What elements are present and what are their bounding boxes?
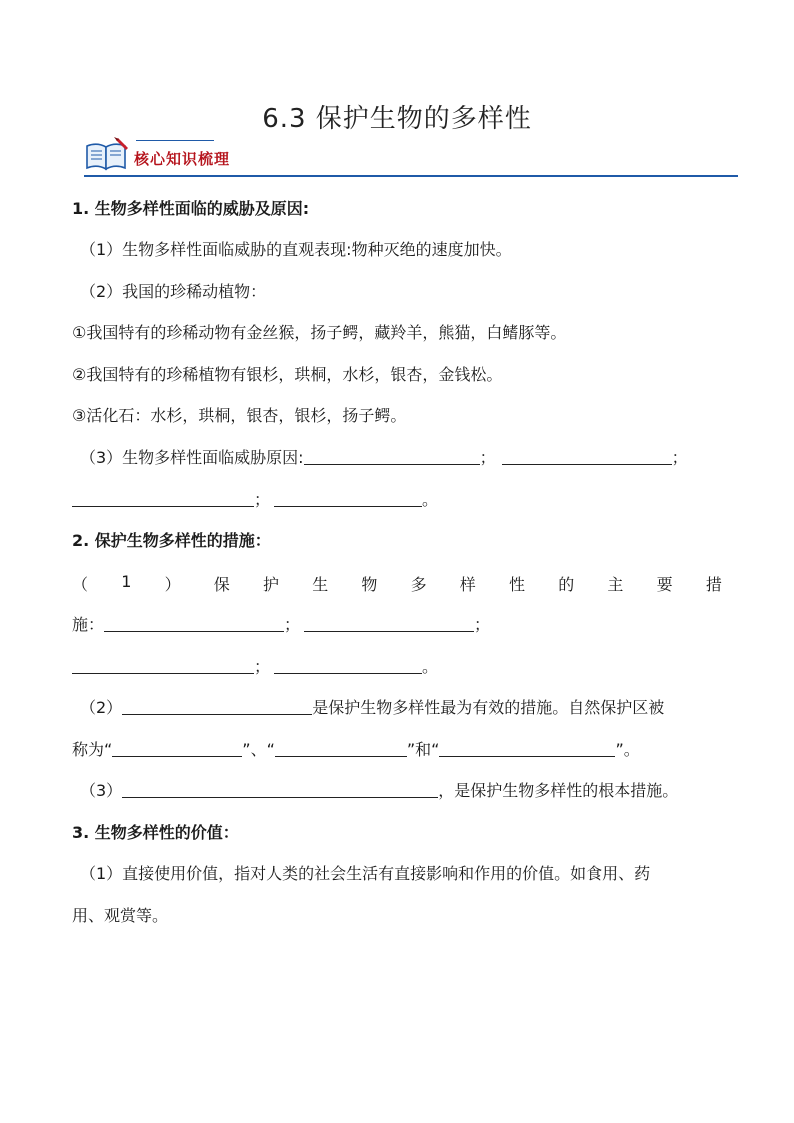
semicolon: ；	[671, 448, 688, 467]
s2-paragraph-1	[72, 572, 722, 595]
s2-p1-char: 1	[121, 572, 132, 591]
s2-p2-prefix: （2）	[80, 698, 123, 717]
answer-blank[interactable]	[122, 698, 312, 715]
header-top-rule	[136, 140, 214, 141]
s2-p2-a: 称为“	[72, 740, 113, 759]
s2-p1-char: 性	[509, 575, 526, 594]
page-title: 6.3 保护生物的多样性	[262, 104, 532, 134]
answer-blank[interactable]	[72, 490, 254, 507]
s1-paragraph-6-cont	[72, 489, 438, 511]
s2-p1-char: 措	[705, 575, 722, 594]
s2-p1-char: ）	[164, 575, 181, 594]
semicolon: ；	[474, 615, 491, 634]
section-label: 核心知识梳理	[134, 150, 231, 168]
semicolon: ；	[254, 657, 271, 676]
section-2-heading: 2. 保护生物多样性的措施：	[72, 531, 271, 550]
s1-paragraph-6	[80, 447, 688, 469]
s2-p1-char: 物	[361, 575, 378, 594]
s1-paragraph-1: （1）生物多样性面临威胁的直观表现:物种灭绝的速度加快。	[80, 240, 512, 259]
answer-blank[interactable]	[274, 490, 422, 507]
header-rule	[84, 175, 738, 177]
s2-p1-char: 要	[656, 575, 673, 594]
open-book-icon	[84, 136, 130, 172]
s2-p1-char: 保	[213, 575, 230, 594]
s2-paragraph-2	[80, 697, 664, 719]
answer-blank[interactable]	[72, 657, 254, 674]
s2-p2-b: ”、“	[242, 740, 275, 759]
s2-p2-c: ”和“	[406, 740, 440, 759]
s1-p6-prefix: （3）生物多样性面临威胁原因:	[80, 448, 304, 467]
answer-blank[interactable]	[275, 740, 407, 757]
answer-blank[interactable]	[104, 615, 284, 632]
s2-paragraph-2-cont	[72, 739, 640, 761]
semicolon: ；	[254, 490, 271, 509]
s2-p1-char: （	[72, 575, 89, 594]
s2-p3-suffix: ，是保护生物多样性的根本措施。	[438, 781, 679, 800]
s2-p1-char: 样	[459, 575, 476, 594]
s2-p2-d: ”。	[615, 740, 640, 759]
section-1-heading: 1. 生物多样性面临的威胁及原因:	[72, 199, 310, 218]
answer-blank[interactable]	[439, 740, 615, 757]
period: 。	[422, 490, 439, 509]
s1-paragraph-5: ③活化石：水杉，珙桐，银杏，银杉，扬子鳄。	[72, 406, 407, 425]
s2-p1-char: 护	[262, 575, 279, 594]
section-header	[84, 136, 738, 180]
s2-p1-char: 主	[607, 575, 624, 594]
s1-paragraph-2: （2）我国的珍稀动植物：	[80, 282, 267, 301]
s3-paragraph-1-cont: 用、观赏等。	[72, 906, 169, 925]
answer-blank[interactable]	[122, 781, 438, 798]
s2-p1-char: 的	[558, 575, 575, 594]
semicolon: ；	[284, 615, 301, 634]
answer-blank[interactable]	[304, 615, 474, 632]
s2-paragraph-1-cont	[72, 614, 490, 636]
s2-p1-char: 生	[312, 575, 329, 594]
section-3-heading: 3. 生物多样性的价值：	[72, 823, 239, 842]
answer-blank[interactable]	[502, 448, 672, 465]
answer-blank[interactable]	[274, 657, 422, 674]
answer-blank[interactable]	[112, 740, 242, 757]
s2-paragraph-3	[80, 780, 678, 802]
s3-paragraph-1: （1）直接使用价值，指对人类的社会生活有直接影响和作用的价值。如食用、药	[80, 864, 651, 883]
semicolon: ；	[479, 448, 496, 467]
answer-blank[interactable]	[304, 448, 480, 465]
s2-p1-char: 多	[410, 575, 427, 594]
s2-paragraph-1-cont2	[72, 656, 438, 678]
s1-paragraph-4: ②我国特有的珍稀植物有银杉，珙桐，水杉，银杏，金钱松。	[72, 365, 503, 384]
period: 。	[422, 657, 439, 676]
s2-p2-mid: 是保护生物多样性最为有效的措施。自然保护区被	[312, 698, 665, 717]
s2-p3-prefix: （3）	[80, 781, 123, 800]
s2-p1-cont: 施：	[72, 615, 105, 634]
s1-paragraph-3: ①我国特有的珍稀动物有金丝猴，扬子鳄，藏羚羊，熊猫，白鳍豚等。	[72, 323, 567, 342]
